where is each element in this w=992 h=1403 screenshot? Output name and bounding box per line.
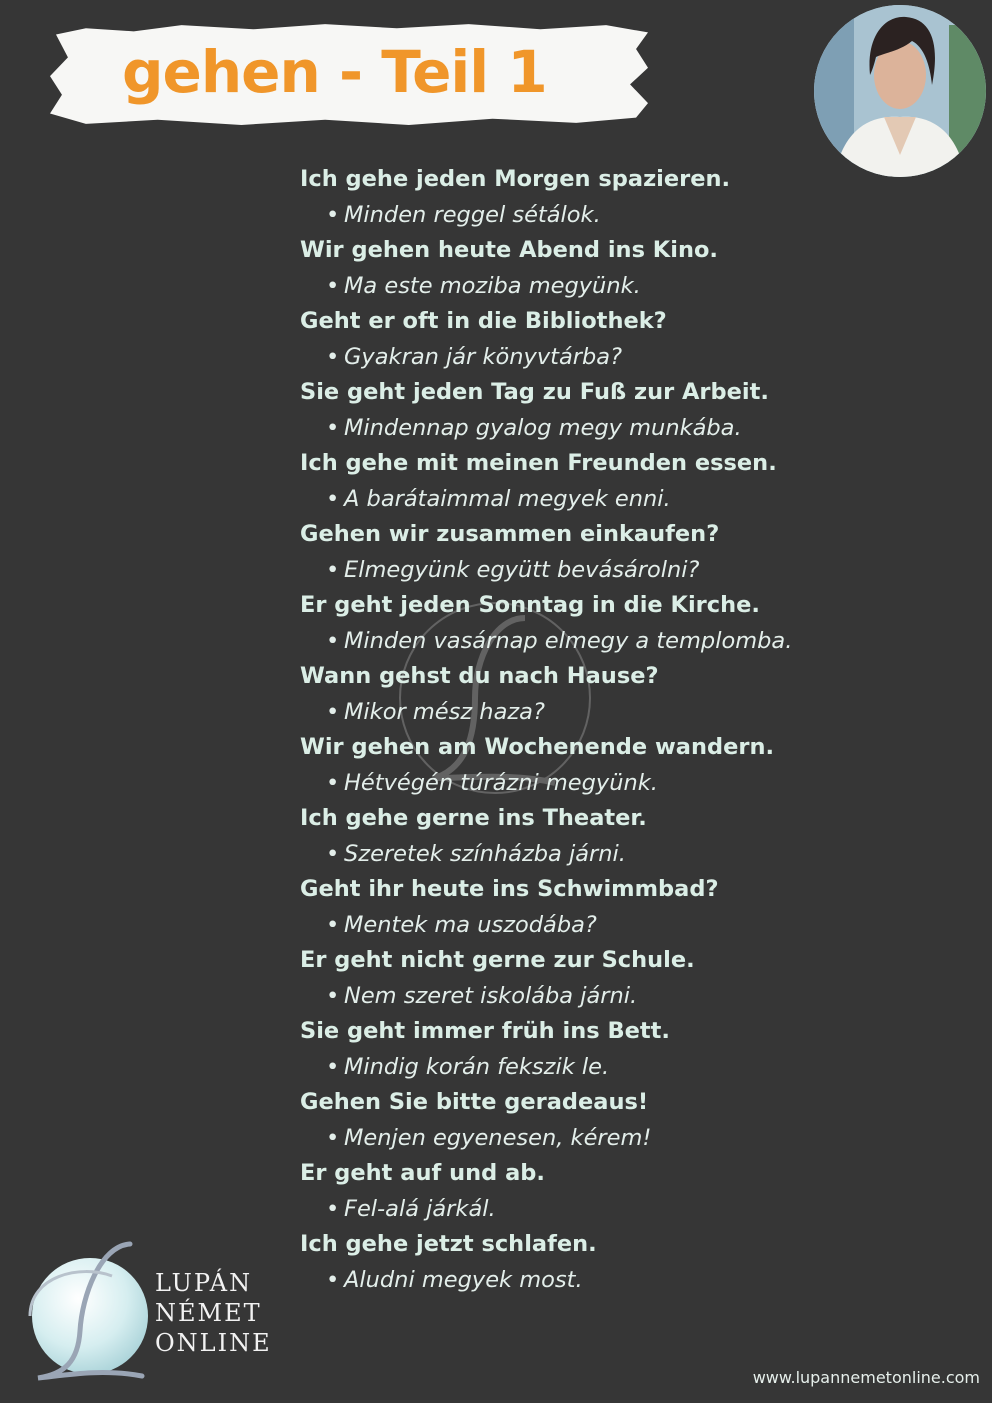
phrase-hungarian: [300, 908, 792, 944]
bullet-icon: •: [326, 414, 340, 441]
phrase-german: Sie geht jeden Tag zu Fuß zur Arbeit.: [300, 379, 769, 405]
phrase-item: [300, 446, 792, 517]
phrase-hungarian-text: Menjen egyenesen, kérem!: [344, 1124, 652, 1151]
phrase-item: [300, 659, 792, 730]
phrase-hungarian: [300, 695, 792, 731]
website-link[interactable]: www.lupannemetonline.com: [752, 1368, 980, 1387]
phrase-hungarian-text: Aludni megyek most.: [344, 1266, 583, 1293]
bullet-icon: •: [326, 556, 340, 583]
bullet-icon: •: [326, 343, 340, 370]
bullet-icon: •: [326, 982, 340, 1009]
phrase-item: [300, 304, 792, 375]
phrase-hungarian-text: Hétvégén túrázni megyünk.: [344, 769, 658, 796]
phrase-hungarian: [300, 482, 792, 518]
phrase-hungarian: [300, 411, 792, 447]
phrase-german: Wir gehen am Wochenende wandern.: [300, 734, 775, 760]
phrase-item: [300, 1085, 792, 1156]
phrase-hungarian: [300, 198, 792, 234]
phrase-hungarian-text: A barátaimmal megyek enni.: [344, 485, 671, 512]
logo-line: LUPÁN: [155, 1269, 253, 1297]
phrase-hungarian-text: Ma este moziba megyünk.: [344, 272, 641, 299]
bullet-icon: •: [326, 1195, 340, 1222]
phrase-hungarian-text: Mindig korán fekszik le.: [344, 1053, 610, 1080]
phrase-hungarian-text: Minden vasárnap elmegy a templomba.: [344, 627, 793, 654]
phrase-german: Ich gehe mit meinen Freunden essen.: [300, 450, 777, 476]
phrase-hungarian-text: Minden reggel sétálok.: [344, 201, 601, 228]
phrase-item: [300, 730, 792, 801]
bullet-icon: •: [326, 1266, 340, 1293]
phrase-german: Wann gehst du nach Hause?: [300, 663, 659, 689]
phrase-hungarian: [300, 979, 792, 1015]
bullet-icon: •: [326, 627, 340, 654]
phrase-hungarian-text: Mindennap gyalog megy munkába.: [344, 414, 742, 441]
bullet-icon: •: [326, 911, 340, 938]
bullet-icon: •: [326, 698, 340, 725]
phrase-hungarian-text: Gyakran jár könyvtárba?: [344, 343, 623, 370]
phrase-item: [300, 1156, 792, 1227]
logo-line: NÉMET: [155, 1299, 262, 1327]
phrase-hungarian-text: Mentek ma uszodába?: [344, 911, 597, 938]
bullet-icon: •: [326, 1053, 340, 1080]
phrase-german: Ich gehe jeden Morgen spazieren.: [300, 166, 731, 192]
phrase-hungarian: [300, 837, 792, 873]
bullet-icon: •: [326, 769, 340, 796]
phrase-german: Gehen Sie bitte geradeaus!: [300, 1089, 649, 1115]
phrase-item: [300, 233, 792, 304]
phrase-german: Er geht nicht gerne zur Schule.: [300, 947, 695, 973]
phrase-hungarian-text: Mikor mész haza?: [344, 698, 545, 725]
phrase-hungarian-text: Elmegyünk együtt bevásárolni?: [344, 556, 700, 583]
phrase-item: [300, 375, 792, 446]
phrase-item: [300, 588, 792, 659]
phrase-german: Geht er oft in die Bibliothek?: [300, 308, 667, 334]
phrase-german: Sie geht immer früh ins Bett.: [300, 1018, 670, 1044]
phrase-list: [300, 162, 792, 1298]
phrase-german: Ich gehe jetzt schlafen.: [300, 1231, 597, 1257]
phrase-item: [300, 801, 792, 872]
script-l-logo-icon: [20, 1236, 150, 1386]
avatar: [814, 5, 986, 177]
phrase-hungarian-text: Szeretek színházba járni.: [344, 840, 626, 867]
bullet-icon: •: [326, 272, 340, 299]
portrait-photo-icon: [814, 5, 986, 177]
phrase-hungarian: [300, 766, 792, 802]
logo-text: [155, 1268, 272, 1358]
phrase-hungarian: [300, 1121, 792, 1157]
bullet-icon: •: [326, 1124, 340, 1151]
phrase-item: [300, 517, 792, 588]
page-title: gehen - Teil 1: [122, 38, 547, 106]
bullet-icon: •: [326, 201, 340, 228]
phrase-item: [300, 943, 792, 1014]
phrase-german: Er geht auf und ab.: [300, 1160, 545, 1186]
phrase-german: Geht ihr heute ins Schwimmbad?: [300, 876, 719, 902]
phrase-german: Ich gehe gerne ins Theater.: [300, 805, 647, 831]
phrase-hungarian: [300, 1050, 792, 1086]
bullet-icon: •: [326, 840, 340, 867]
phrase-hungarian: [300, 624, 792, 660]
bullet-icon: •: [326, 485, 340, 512]
phrase-item: [300, 162, 792, 233]
phrase-hungarian: [300, 553, 792, 589]
phrase-item: [300, 872, 792, 943]
phrase-hungarian: [300, 1263, 792, 1299]
phrase-hungarian: [300, 269, 792, 305]
phrase-german: Wir gehen heute Abend ins Kino.: [300, 237, 718, 263]
phrase-german: Er geht jeden Sonntag in die Kirche.: [300, 592, 760, 618]
phrase-hungarian-text: Nem szeret iskolába járni.: [344, 982, 638, 1009]
phrase-item: [300, 1227, 792, 1298]
phrase-item: [300, 1014, 792, 1085]
phrase-hungarian: [300, 1192, 792, 1228]
phrase-hungarian-text: Fel-alá járkál.: [344, 1195, 496, 1222]
phrase-hungarian: [300, 340, 792, 376]
phrase-german: Gehen wir zusammen einkaufen?: [300, 521, 720, 547]
logo-line: ONLINE: [155, 1329, 272, 1357]
